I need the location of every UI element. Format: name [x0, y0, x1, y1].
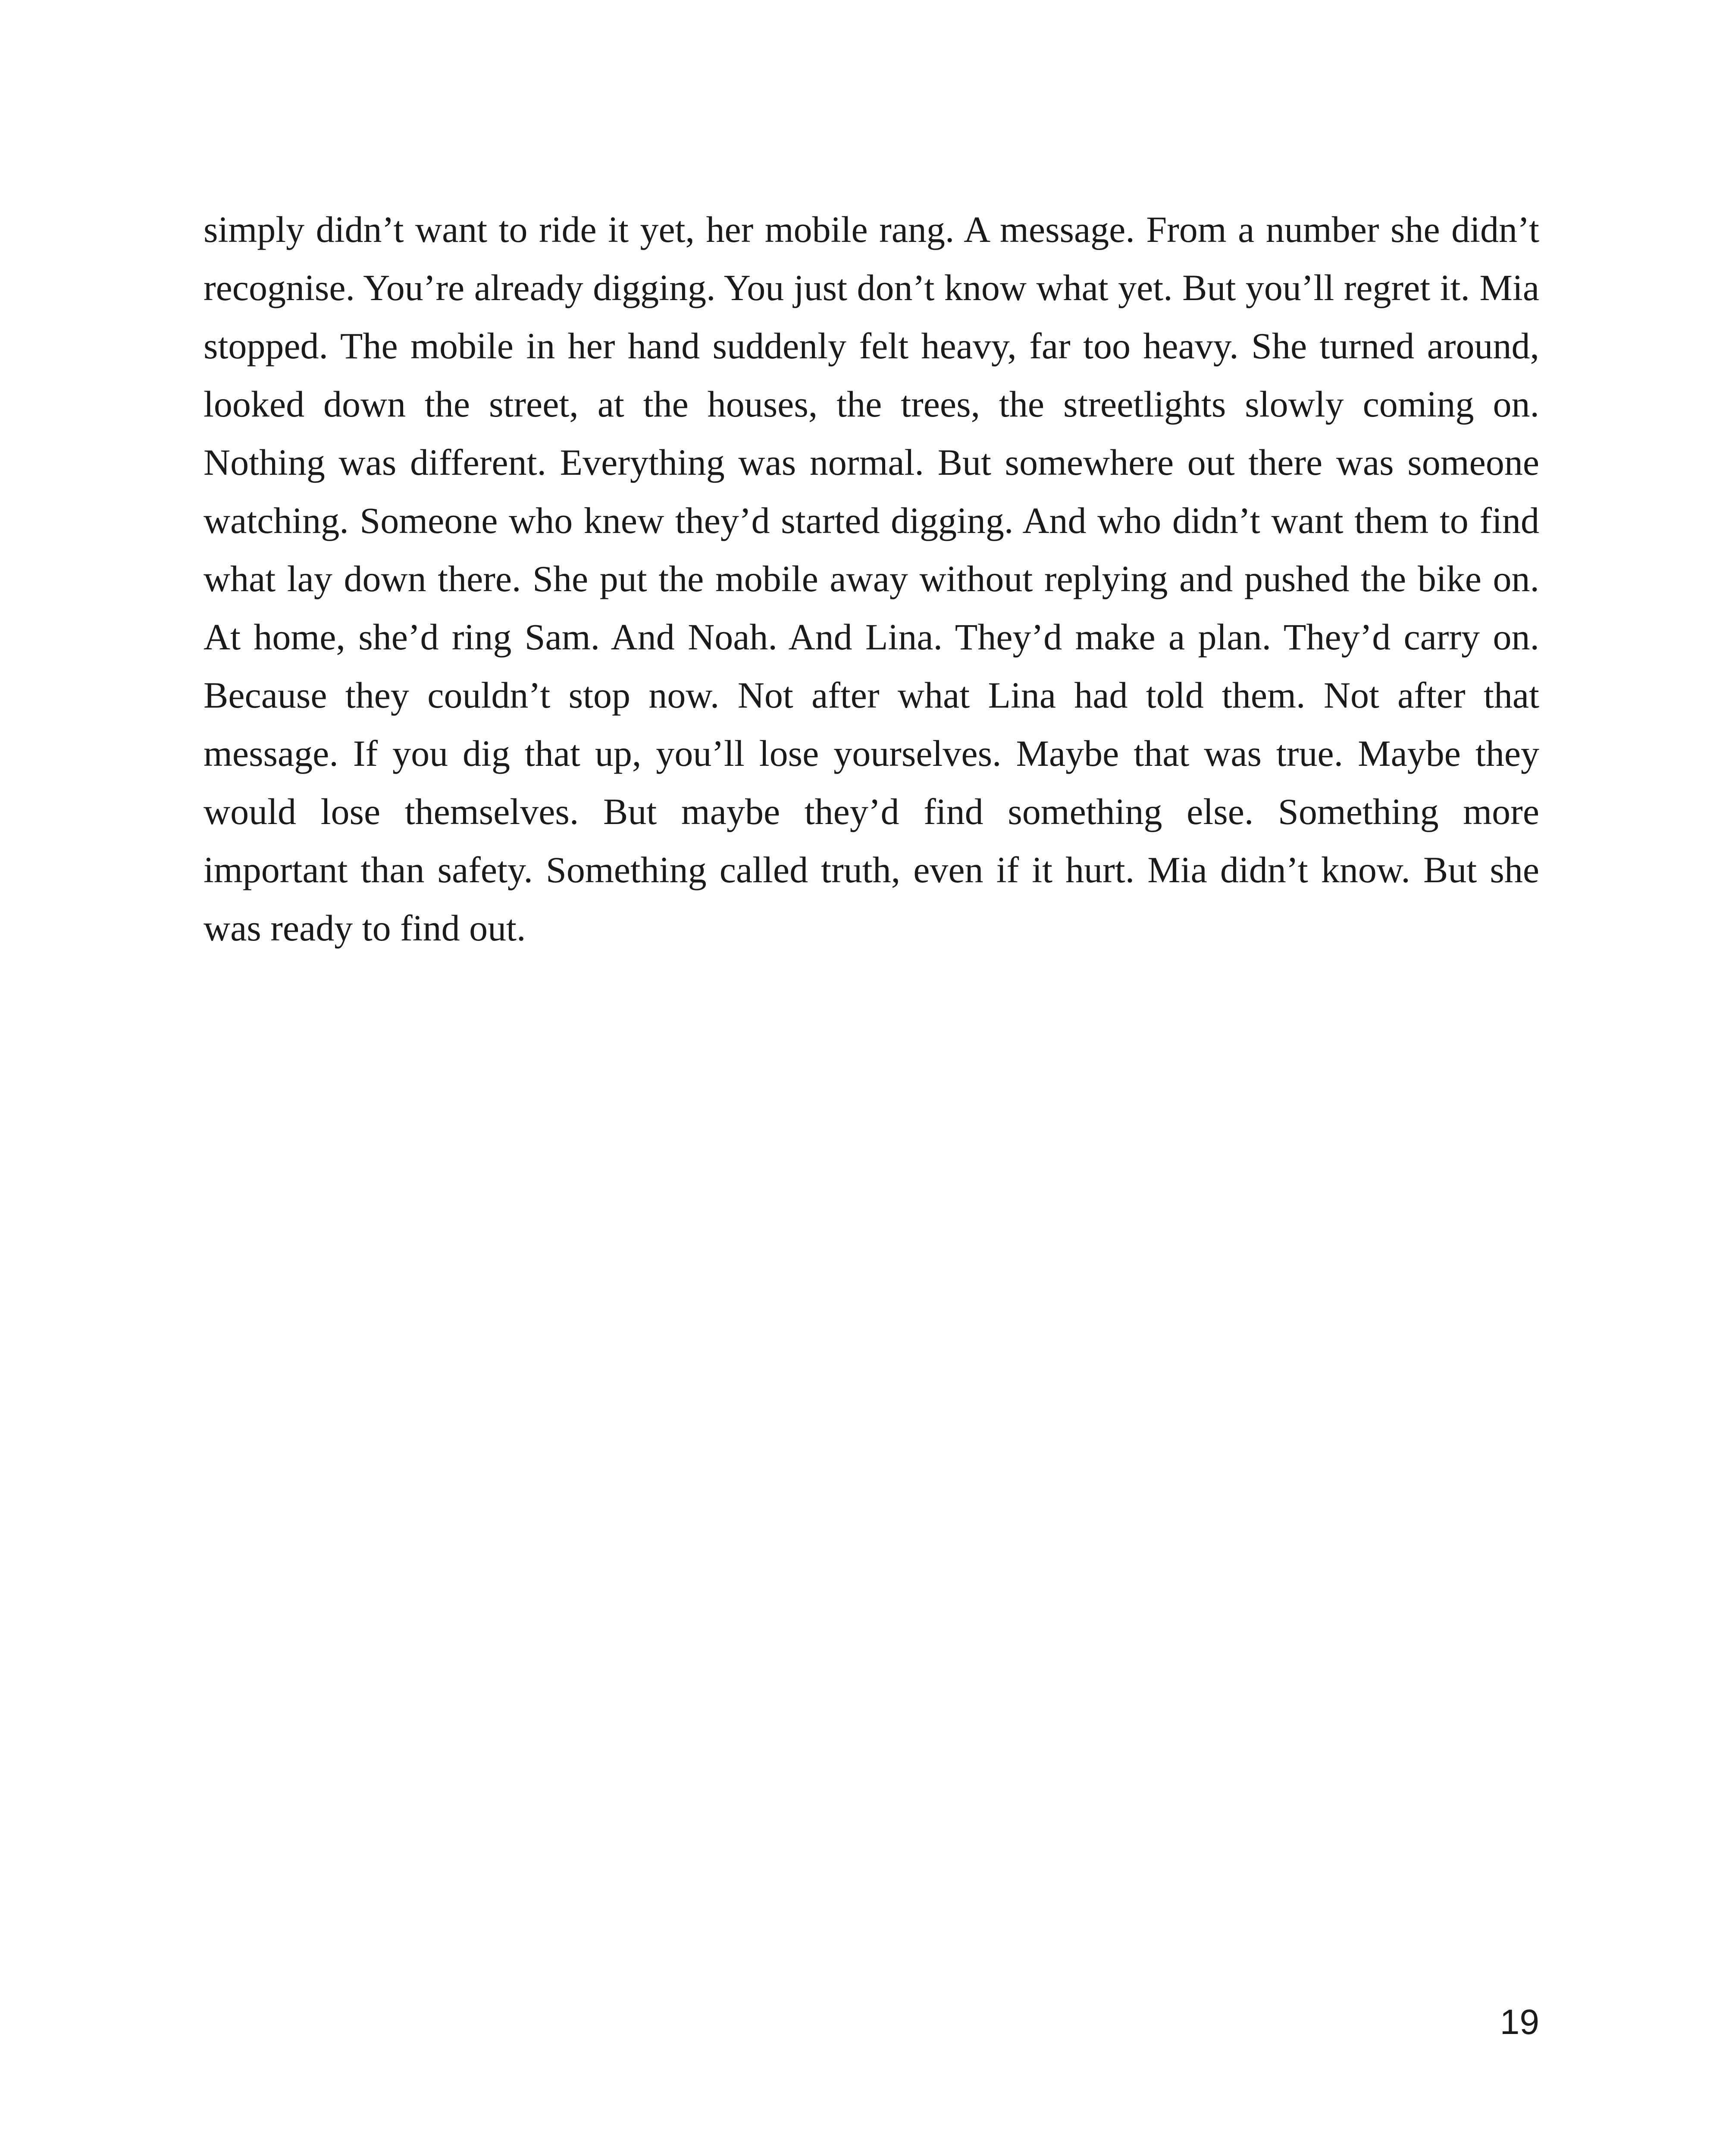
body-paragraph: simply didn’t want to ride it yet, her mobile rang. A message. From a number she didn’t recognise. You’re already digging. You just don’t know what yet. But you’ll regret it. Mia stopped. The mobile in her hand suddenly felt heavy, far too heavy. She turned around, looked down the street, at the houses, the trees, the streetlights slowly coming on. Nothing was different. Everything was normal. But somewhere out there was someone watching. Someone who knew they’d started digging. And who didn’t want them to find what lay down there. She put the mobile away without replying and pushed the bike on. At home, she’d ring Sam. And Noah. And Lina. They’d make a plan. They’d carry on. Because they couldn’t stop now. Not after what Lina had told them. Not after that message. If you dig that up, you’ll lose yourselves. Maybe that was true. Maybe they would lose themselves. But maybe they’d find something else. Something more important than safety. Something called truth, even if it hurt. Mia didn’t know. But she was ready to find out.: [204, 209, 1539, 949]
page-number: 19: [1500, 2002, 1539, 2042]
